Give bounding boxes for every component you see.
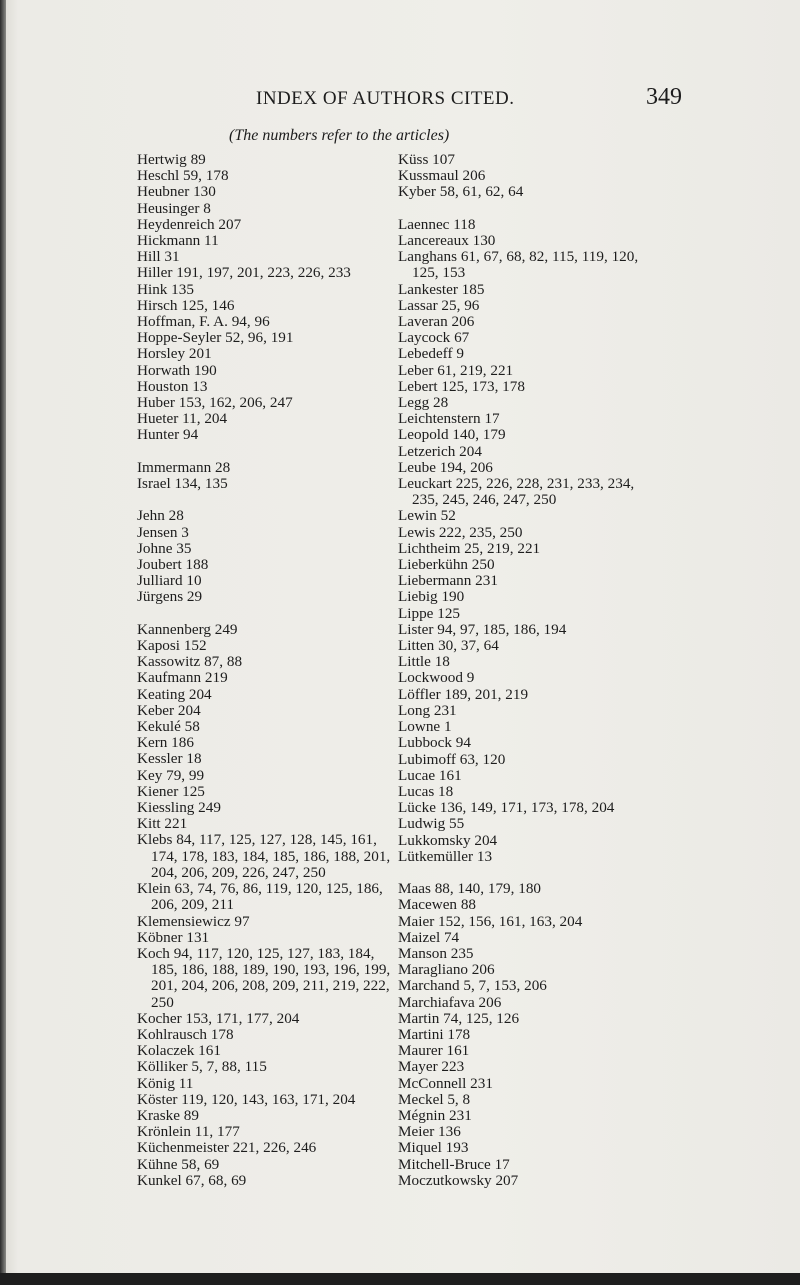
- index-entry-text: Hickmann 11: [137, 232, 219, 250]
- index-entry-text: Lubimoff 63, 120: [398, 750, 506, 768]
- index-entry-text: Martini 178: [398, 1025, 471, 1043]
- index-entry-text: Hiller 191, 197, 201, 223, 226, 233: [137, 264, 351, 282]
- index-entry-text: Maragliano 206: [398, 961, 495, 979]
- index-entry-text: Mayer 223: [398, 1058, 465, 1076]
- index-entry-text: Key 79, 99: [137, 766, 205, 784]
- index-entry: [137, 379, 387, 395]
- index-entry: [398, 719, 728, 735]
- index-entry-text: Manson 235: [398, 944, 474, 962]
- index-entry: [137, 1027, 387, 1043]
- index-entry: [137, 703, 387, 719]
- index-entry-text: Kassowitz 87, 88: [137, 653, 243, 671]
- index-entry: [137, 930, 387, 946]
- index-entry: [137, 1157, 387, 1173]
- index-entry: [137, 654, 387, 670]
- index-entry-continuation: 185, 186, 188, 189, 190, 193, 196, 199,: [151, 961, 391, 979]
- index-entry-text: Lewis 222, 235, 250: [398, 523, 523, 541]
- index-entry-text: Kohlrausch 178: [137, 1025, 234, 1043]
- index-entry: [398, 346, 728, 362]
- index-entry: [398, 687, 728, 703]
- index-entry: [137, 265, 387, 281]
- index-entry-text: Heusinger 8: [137, 199, 211, 217]
- index-entry: [398, 1140, 728, 1156]
- index-entry: [398, 379, 728, 395]
- index-entry: [137, 476, 387, 492]
- index-entry: [137, 768, 387, 784]
- index-entry: [398, 1011, 728, 1027]
- index-entry-text: Moczutkowsky 207: [398, 1171, 519, 1189]
- index-entry-text: Hunter 94: [137, 426, 199, 444]
- index-entry-text: Marchand 5, 7, 153, 206: [398, 977, 547, 995]
- index-entry-text: Horwath 190: [137, 361, 217, 379]
- index-entry-text: Miquel 193: [398, 1139, 469, 1157]
- index-entry: [137, 735, 387, 751]
- index-entry-text: Kunkel 67, 68, 69: [137, 1171, 247, 1189]
- index-entry-text: Huber 153, 162, 206, 247: [137, 394, 293, 412]
- index-entry: [398, 1124, 728, 1140]
- index-entry-text: Maas 88, 140, 179, 180: [398, 880, 542, 898]
- index-entry: [137, 1076, 387, 1092]
- index-entry-text: Kyber 58, 61, 62, 64: [398, 183, 524, 201]
- index-entry-text: Lankester 185: [398, 280, 485, 298]
- index-entry-text: Little 18: [398, 653, 450, 671]
- index-entry: [398, 184, 728, 200]
- index-entry-text: Langhans 61, 67, 68, 82, 115, 119, 120,: [398, 248, 639, 266]
- index-entry-text: Johne 35: [137, 539, 192, 557]
- index-entry-text: Hoppe-Seyler 52, 96, 191: [137, 329, 294, 347]
- index-entry: [137, 427, 387, 443]
- index-entry: [398, 914, 728, 930]
- index-entry: [137, 395, 387, 411]
- index-entry: [398, 1157, 728, 1173]
- index-entry: [137, 1043, 387, 1059]
- index-entry: [137, 282, 387, 298]
- index-entry: [137, 346, 387, 362]
- index-entry-continuation: 235, 245, 246, 247, 250: [412, 491, 557, 509]
- index-entry-text: Julliard 10: [137, 572, 202, 590]
- index-entry: [137, 1059, 387, 1075]
- index-entry-text: Maurer 161: [398, 1042, 470, 1060]
- index-entry-continuation: 201, 204, 206, 208, 209, 211, 219, 222,: [151, 977, 390, 995]
- index-entry: [398, 784, 728, 800]
- index-entry: [398, 298, 728, 314]
- index-entry: [137, 557, 387, 573]
- index-entry-text: Lubbock 94: [398, 734, 471, 752]
- index-entry: [398, 314, 728, 330]
- index-entry: [398, 752, 728, 768]
- index-entry-text: Laennec 118: [398, 215, 476, 233]
- index-entry-text: Keating 204: [137, 685, 212, 703]
- index-entry-text: Israel 134, 135: [137, 475, 228, 493]
- index-entry: [398, 427, 728, 443]
- index-entry-text: Lockwood 9: [398, 669, 475, 687]
- index-entry-text: Köster 119, 120, 143, 163, 171, 204: [137, 1090, 356, 1108]
- index-entry-text: Kussmaul 206: [398, 167, 486, 185]
- index-entry: [398, 1043, 728, 1059]
- index-entry: [398, 1076, 728, 1092]
- index-entry: [398, 946, 728, 962]
- index-entry: [398, 557, 728, 573]
- index-entry-text: Mitchell-Bruce 17: [398, 1155, 510, 1173]
- index-entry: [137, 525, 387, 541]
- index-entry-text: Letzerich 204: [398, 442, 482, 460]
- index-entry-text: Maizel 74: [398, 928, 460, 946]
- index-entry: [137, 719, 387, 735]
- index-entry-text: Horsley 201: [137, 345, 212, 363]
- index-entry-text: Meckel 5, 8: [398, 1090, 471, 1108]
- index-entry: [398, 1173, 728, 1189]
- index-entry: [137, 1124, 387, 1140]
- index-entry-text: Lukkomsky 204: [398, 831, 498, 849]
- index-entry: [137, 1108, 387, 1124]
- index-entry: [398, 833, 728, 849]
- index-entry: [137, 1011, 387, 1027]
- index-entry: [398, 330, 728, 346]
- index-entry: [137, 784, 387, 800]
- index-entry-text: Lütkemüller 13: [398, 847, 493, 865]
- index-entry-text: Klebs 84, 117, 125, 127, 128, 145, 161,: [137, 831, 377, 849]
- index-entry-text: Martin 74, 125, 126: [398, 1009, 520, 1027]
- index-entry-text: Hirsch 125, 146: [137, 296, 235, 314]
- index-entry-text: König 11: [137, 1074, 194, 1092]
- index-entry-text: Lister 94, 97, 185, 186, 194: [398, 620, 567, 638]
- index-entry: [398, 800, 728, 816]
- index-entry-text: Jürgens 29: [137, 588, 203, 606]
- index-entry: [137, 217, 387, 233]
- index-entry: [137, 152, 387, 168]
- index-section-gap: [398, 201, 728, 217]
- index-entry: [398, 735, 728, 751]
- index-entry: [137, 831, 391, 881]
- index-entry-text: Lücke 136, 149, 171, 173, 178, 204: [398, 799, 615, 817]
- index-entry: [137, 1140, 387, 1156]
- index-entry: [398, 1108, 728, 1124]
- index-entry: [398, 849, 728, 865]
- index-entry-text: Jehn 28: [137, 507, 184, 525]
- index-entry-text: Lucas 18: [398, 782, 454, 800]
- index-entry-text: Leuckart 225, 226, 228, 231, 233, 234,: [398, 475, 635, 493]
- index-section-gap: [137, 492, 387, 508]
- index-entry: [398, 541, 728, 557]
- index-entry-text: Kolaczek 161: [137, 1042, 221, 1060]
- index-entry: [137, 670, 387, 686]
- header-title: INDEX OF AUTHORS CITED.: [256, 88, 515, 109]
- index-section-gap: [398, 865, 728, 881]
- index-entry-text: Legg 28: [398, 394, 449, 412]
- index-entry: [137, 944, 391, 1011]
- index-entry: [398, 978, 728, 994]
- index-entry-text: Klemensiewicz 97: [137, 912, 250, 930]
- index-entry-text: Kraske 89: [137, 1106, 199, 1124]
- index-entry-text: Long 231: [398, 701, 457, 719]
- index-column-left: [137, 151, 391, 1189]
- index-entry: [398, 395, 728, 411]
- index-entry: [398, 881, 728, 897]
- index-entry: [137, 249, 387, 265]
- index-entry: [137, 1173, 387, 1189]
- index-entry-text: Lichtheim 25, 219, 221: [398, 539, 541, 557]
- index-entry-text: Lowne 1: [398, 718, 452, 736]
- index-entry-text: Mégnin 231: [398, 1106, 472, 1124]
- index-section-gap: [137, 444, 387, 460]
- index-entry-text: Kessler 18: [137, 750, 202, 768]
- index-entry-text: Heubner 130: [137, 183, 216, 201]
- index-entry-text: Liebig 190: [398, 588, 465, 606]
- index-entry-text: Lewin 52: [398, 507, 456, 525]
- index-entry-text: Leichtenstern 17: [398, 410, 500, 428]
- index-entry-text: Kern 186: [137, 734, 194, 752]
- index-entry-text: Macewen 88: [398, 896, 477, 914]
- index-entry: [398, 525, 728, 541]
- index-entry-text: Houston 13: [137, 377, 208, 395]
- index-entry: [398, 768, 728, 784]
- index-entry-text: Kiessling 249: [137, 799, 221, 817]
- index-entry: [137, 638, 387, 654]
- index-entry-text: Lancereaux 130: [398, 232, 496, 249]
- index-entry-text: Lebert 125, 173, 178: [398, 377, 525, 395]
- index-entry-text: Jensen 3: [137, 523, 189, 541]
- index-entry: [137, 751, 387, 767]
- page-binding-edge: [0, 0, 6, 1285]
- index-entry: [137, 1092, 387, 1108]
- index-entry-text: Leopold 140, 179: [398, 426, 506, 444]
- index-entry-text: Joubert 188: [137, 556, 209, 574]
- index-entry: [398, 168, 728, 184]
- index-entry: [398, 1027, 728, 1043]
- index-entry: [398, 217, 728, 233]
- index-entry: [137, 687, 387, 703]
- index-entry-text: Heydenreich 207: [137, 215, 242, 233]
- index-entry: [398, 930, 728, 946]
- index-entry-text: Küss 107: [398, 151, 455, 168]
- index-entry-text: McConnell 231: [398, 1074, 493, 1092]
- index-entry-text: Laveran 206: [398, 313, 475, 331]
- index-entry: [137, 800, 387, 816]
- index-entry-text: Lieberkühn 250: [398, 556, 495, 574]
- index-entry-text: Meier 136: [398, 1123, 461, 1141]
- index-entry-text: Immermann 28: [137, 458, 231, 476]
- index-entry-text: Kühne 58, 69: [137, 1155, 220, 1173]
- index-entry-continuation: 250: [151, 993, 174, 1011]
- index-entry: [398, 476, 728, 508]
- index-entry: [398, 622, 728, 638]
- index-entry-text: Löffler 189, 201, 219: [398, 685, 529, 703]
- running-header: [0, 84, 800, 114]
- index-entry: [398, 638, 728, 654]
- index-entry-text: Marchiafava 206: [398, 993, 502, 1011]
- index-entry: [398, 363, 728, 379]
- index-entry-text: Kannenberg 249: [137, 620, 238, 638]
- index-entry-text: Kölliker 5, 7, 88, 115: [137, 1058, 267, 1076]
- index-entry-text: Kaposi 152: [137, 637, 207, 655]
- index-entry: [398, 460, 728, 476]
- index-entry: [398, 508, 728, 524]
- index-entry-text: Heschl 59, 178: [137, 167, 229, 185]
- index-entry-text: Kitt 221: [137, 815, 188, 833]
- index-note: (The numbers refer to the articles): [229, 127, 450, 144]
- index-entry: [137, 881, 387, 913]
- index-entry-text: Liebermann 231: [398, 572, 498, 590]
- index-entry-text: Köbner 131: [137, 928, 210, 946]
- index-entry-text: Lucae 161: [398, 766, 462, 784]
- index-entry-text: Lassar 25, 96: [398, 296, 480, 314]
- index-entry-text: Kekulé 58: [137, 718, 200, 736]
- index-entry: [137, 330, 387, 346]
- index-entry: [137, 508, 387, 524]
- index-entry-continuation: 204, 206, 209, 226, 247, 250: [151, 863, 326, 881]
- index-entry-text: Kaufmann 219: [137, 669, 228, 687]
- index-entry-text: Ludwig 55: [398, 815, 465, 833]
- index-entry-text: Hill 31: [137, 248, 180, 266]
- index-entry: [398, 152, 728, 168]
- index-entry: [398, 1059, 728, 1075]
- index-entry: [137, 363, 387, 379]
- index-entry-text: Hoffman, F. A. 94, 96: [137, 313, 270, 331]
- index-entry-text: Koch 94, 117, 120, 125, 127, 183, 184,: [137, 944, 375, 962]
- index-entry: [137, 622, 387, 638]
- index-entry-text: Krönlein 11, 177: [137, 1123, 240, 1141]
- index-entry-continuation: 174, 178, 183, 184, 185, 186, 188, 201,: [151, 847, 391, 865]
- index-entry-text: Kiener 125: [137, 782, 205, 800]
- index-entry-text: Leube 194, 206: [398, 458, 493, 476]
- index-entry-text: Hertwig 89: [137, 151, 206, 168]
- scan-bottom-edge: [0, 1273, 800, 1285]
- index-entry-text: Kocher 153, 171, 177, 204: [137, 1009, 300, 1027]
- index-entry: [398, 995, 728, 1011]
- index-entry: [398, 606, 728, 622]
- index-entry: [398, 573, 728, 589]
- index-entry: [398, 816, 728, 832]
- index-entry: [398, 444, 728, 460]
- index-entry-text: Klein 63, 74, 76, 86, 119, 120, 125, 186,: [137, 880, 383, 898]
- index-entry: [137, 914, 387, 930]
- index-entry: [137, 541, 387, 557]
- index-entry-text: Maier 152, 156, 161, 163, 204: [398, 912, 583, 930]
- index-entry: [398, 411, 728, 427]
- index-entry: [398, 670, 728, 686]
- index-entry: [137, 816, 387, 832]
- index-entry-text: Küchenmeister 221, 226, 246: [137, 1139, 317, 1157]
- index-entry: [398, 249, 728, 281]
- index-entry-text: Leber 61, 219, 221: [398, 361, 514, 379]
- index-entry: [137, 460, 387, 476]
- index-entry-text: Litten 30, 37, 64: [398, 637, 499, 655]
- index-entry: [398, 233, 728, 249]
- index-entry: [137, 573, 387, 589]
- index-entry: [398, 897, 728, 913]
- page-number: 349: [646, 84, 682, 110]
- index-entry: [398, 1092, 728, 1108]
- index-entry: [398, 589, 728, 605]
- index-entry-text: Keber 204: [137, 701, 201, 719]
- index-entry-continuation: 206, 209, 211: [151, 896, 234, 914]
- index-entry: [137, 589, 387, 605]
- index-entry-text: Lebedeff 9: [398, 345, 464, 363]
- index-entry: [137, 233, 387, 249]
- index-entry: [398, 282, 728, 298]
- index-section-gap: [137, 606, 387, 622]
- index-entry-continuation: 125, 153: [412, 264, 466, 282]
- index-entry-text: Hueter 11, 204: [137, 410, 228, 428]
- index-entry: [137, 298, 387, 314]
- index-entry: [137, 168, 387, 184]
- index-entry-text: Hink 135: [137, 280, 194, 298]
- index-entry-text: Lippe 125: [398, 604, 461, 622]
- index-entry: [398, 703, 728, 719]
- index-column-right: [398, 152, 728, 1189]
- index-entry: [137, 411, 387, 427]
- index-entry: [137, 201, 387, 217]
- index-entry: [137, 314, 387, 330]
- index-entry: [398, 962, 728, 978]
- index-entry: [398, 654, 728, 670]
- index-entry: [137, 184, 387, 200]
- index-entry-text: Laycock 67: [398, 329, 470, 347]
